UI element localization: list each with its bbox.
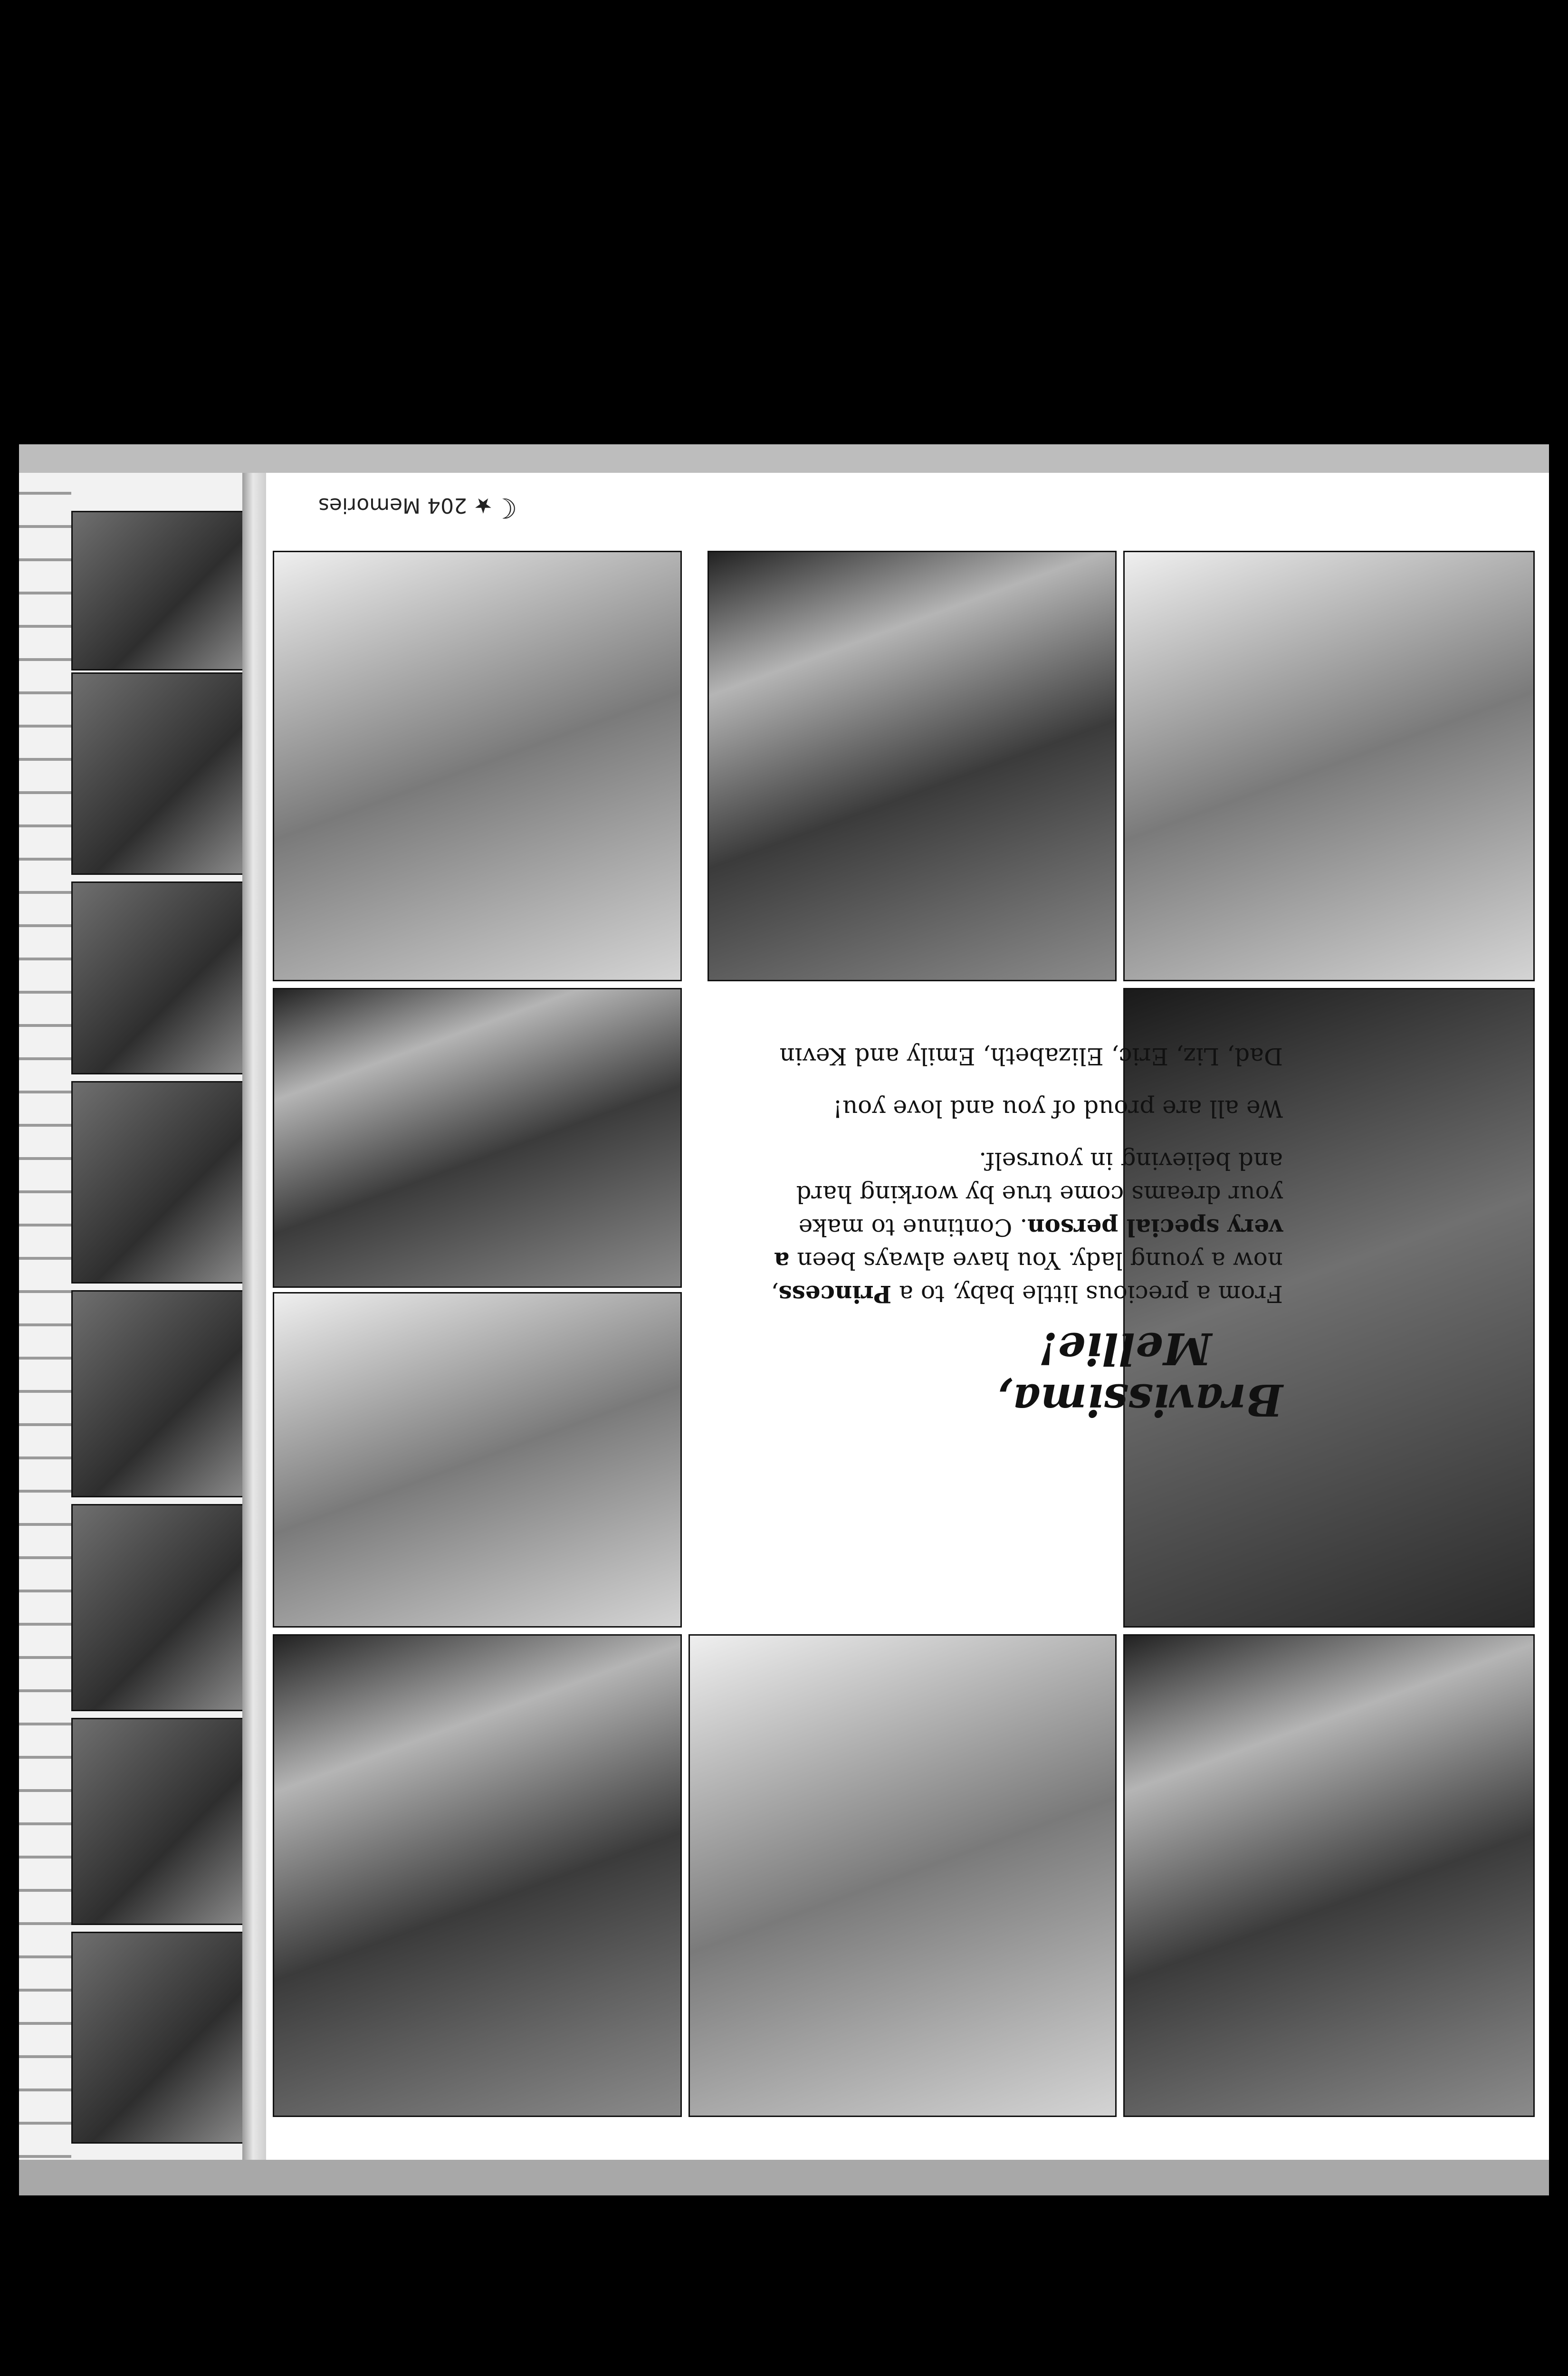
message-text: . Continue to make your dreams come true by working hard and believing in yourself.	[796, 1147, 1283, 1241]
facing-page	[19, 473, 242, 2165]
message-paragraph-1	[760, 1144, 1283, 1311]
photo-girl-white-dress	[708, 551, 1117, 981]
facing-page-photo	[71, 1718, 242, 1925]
facing-page-text-column	[19, 473, 71, 2165]
greeting-heading	[760, 1323, 1283, 1426]
scan-background-bottom	[0, 2195, 1568, 2376]
facing-page-photo	[71, 1932, 242, 2144]
facing-page-photo	[71, 1081, 242, 1284]
memories-page-content	[266, 473, 1549, 2165]
page-footer	[318, 492, 517, 524]
photo-girl-and-boy-hugging	[273, 1634, 682, 2117]
section-title: Memories	[318, 493, 421, 517]
facing-page-photo	[71, 511, 242, 671]
page-number: 204	[427, 493, 468, 517]
moon-icon: ☾	[492, 492, 517, 524]
photo-children-birthday	[273, 551, 682, 981]
greeting-line1: Bravissima,	[997, 1374, 1283, 1426]
facing-page-photo	[71, 672, 242, 875]
message-body	[760, 1040, 1283, 1311]
message-bold-princess: Princess	[778, 1280, 892, 1308]
message-bold-special: a very special person	[774, 1214, 1283, 1275]
photo-girl-portrait	[1123, 551, 1535, 981]
facing-page-photo	[71, 1504, 242, 1711]
message-text: , now a young lady. You have always been	[771, 1247, 1283, 1308]
photo-group-outdoors	[688, 1634, 1117, 2117]
star-icon: ★	[474, 493, 493, 517]
memories-page	[266, 473, 1549, 2165]
greeting-line2: Mellie!	[1038, 1323, 1212, 1374]
page-edge-bottom	[19, 2160, 1549, 2195]
message-paragraph-2: We all are proud of you and love you!	[832, 1095, 1283, 1122]
message-block	[760, 1043, 1283, 1426]
message-signature: Dad, Liz, Eric, Elizabeth, Emily and Kevin	[779, 1043, 1283, 1070]
photo-girls-smiling	[1123, 1634, 1535, 2117]
yearbook-spread	[19, 444, 1549, 2195]
photo-two-girls-dresses	[273, 1292, 682, 1628]
photo-two-girls-portrait	[273, 988, 682, 1288]
message-text: From a precious little baby, to a	[891, 1280, 1283, 1308]
book-gutter	[242, 473, 266, 2165]
page-edge-top	[19, 444, 1549, 473]
facing-page-photo	[71, 1290, 242, 1497]
scan-background-top	[0, 0, 1568, 444]
facing-page-photo	[71, 881, 242, 1074]
